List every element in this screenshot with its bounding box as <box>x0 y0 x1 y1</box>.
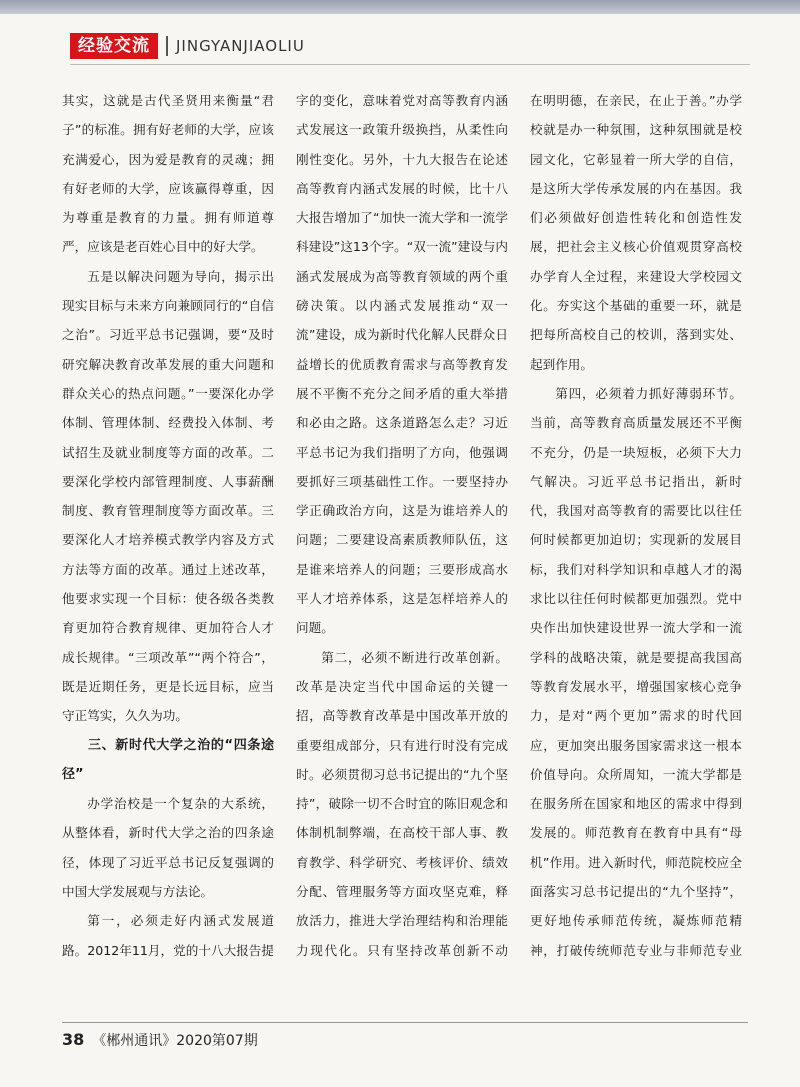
body-paragraph: 五是以解决问题为导向，揭示出现实目标与未来方向兼顾同行的“自信之治”。习近平总书记强调，要“及时研究解决教育改革发展的重大问题和群众关心的热点问题。”一要深化办学体制、管理体制、经费投入体制、考试招生及就业制度等方面的改革。二要深化学校内部管理制度、人事薪酬制度、教育管理制度等方面改革。三要深化人才培养模式教学内容及方式方法等方面的改革。通过上述改革，他要求实现一个目标：使各级各类教育更加符合教育规律、更加符合人才成长规律。“三项改革”“两个符合”，既是近期任务，更是长远目标，应当守正笃实，久久为功。 <box>62 268 274 724</box>
page-number: 38 <box>62 1030 85 1049</box>
top-decor-bar <box>0 0 800 14</box>
article-body <box>62 86 746 966</box>
text-column-2 <box>296 86 508 966</box>
body-paragraph: 在明明德，在亲民，在止于善。”办学校就是办一种氛围，这种氛围就是校园文化，它彰显着一所大学的自信，是这所大学传承发展的内在基因。我们必须做好创造性转化和创造性发展，把社会主义核心价值观贯穿高校办学育人全过程，来建设大学校园文化。夯实这个基础的重要一环，就是把每所高校自己的校训，落到实处、起到作用。 <box>530 93 742 372</box>
header-divider <box>166 36 168 56</box>
text-column-3 <box>530 86 742 966</box>
publication-info: 《郴州通讯》2020第07期 <box>92 1033 258 1049</box>
section-pinyin: JINGYANJIAOLIU <box>176 37 305 55</box>
text-column-1 <box>62 86 274 966</box>
body-paragraph: 第二，必须不断进行改革创新。改革是决定当代中国命运的关键一招，高等教育改革是中国改革开放的重要组成部分，只有进行时没有完成时。必须贯彻习总书记提出的“九个坚持”，破除一切不合时宜的陈旧观念和体制机制弊端，在高校干部人事、教育教学、科学研究、考核评价、绩效分配、管理服务等方面攻坚克难，释放活力，推进大学治理结构和治理能力现代化。只有坚持改革创新不动 <box>296 649 508 958</box>
body-paragraph: 第一，必须走好内涵式发展道路。2012年11月，党的十八大报告提 <box>62 913 274 958</box>
section-heading: 三、新时代大学之治的“四条途径” <box>62 737 274 782</box>
body-paragraph: 第四，必须着力抓好薄弱环节。当前，高等教育高质量发展还不平衡不充分，仍是一块短板，必须下大力气解决。习近平总书记指出，新时代，我国对高等教育的需要比以往任何时候都更加迫切；实现新的发展目标，我们对科学知识和卓越人才的渴求比以往任何时候都更加强烈。党中央作出加快建设世界一流大学和一流学科的战略决策，就是要提高我国高等教育发展水平，增强国家核心竞争力，是对“两个更加”需求的时代回应，更加突出服务国家需求这一根本价值导向。众所周知，一流大学都是在服务所在国家和地区的需求中得到发展的。师范教育在教育中具有“母机”作用。进入新时代，师范院校应全面落实习总书记提出的“九个坚持”，更好地传承师范传统，凝炼师范精神，打破传统师范专业与非师范专业 <box>530 385 742 958</box>
section-header <box>70 32 305 60</box>
header-rule <box>70 64 750 65</box>
body-paragraph: 字的变化，意味着党对高等教育内涵式发展这一政策升级换挡，从柔性向刚性变化。另外，十九大报告在论述高等教育内涵式发展的时候，比十八大报告增加了“加快一流大学和一流学科建设”这13个字。“双一流”建设与内涵式发展成为高等教育领域的两个重磅决策。以内涵式发展推动“双一流”建设，成为新时代化解人民群众日益增长的优质教育需求与高等教育发展不平衡不充分之间矛盾的重大举措和必由之路。这条道路怎么走？习近平总书记为我们指明了方向，他强调要抓好三项基础性工作。一要坚持办学正确政治方向，这是为谁培养人的问题；二要建设高素质教师队伍，这是谁来培养人的问题；三要形成高水平人才培养体系，这是怎样培养人的问题。 <box>296 93 508 636</box>
footer-rule <box>62 1022 748 1023</box>
section-label: 经验交流 <box>70 33 158 59</box>
body-paragraph: 办学治校是一个复杂的大系统，从整体看，新时代大学之治的四条途径，体现了习近平总书记反复强调的中国大学发展观与方法论。 <box>62 796 274 900</box>
page-footer <box>62 1030 258 1050</box>
body-paragraph: 其实，这就是古代圣贤用来衡量“君子”的标准。拥有好老师的大学，应该充满爱心，因为爱是教育的灵魂；拥有好老师的大学，应该赢得尊重，因为尊重是教育的力量。拥有师道尊严，应该是老百姓心目中的好大学。 <box>62 93 274 255</box>
